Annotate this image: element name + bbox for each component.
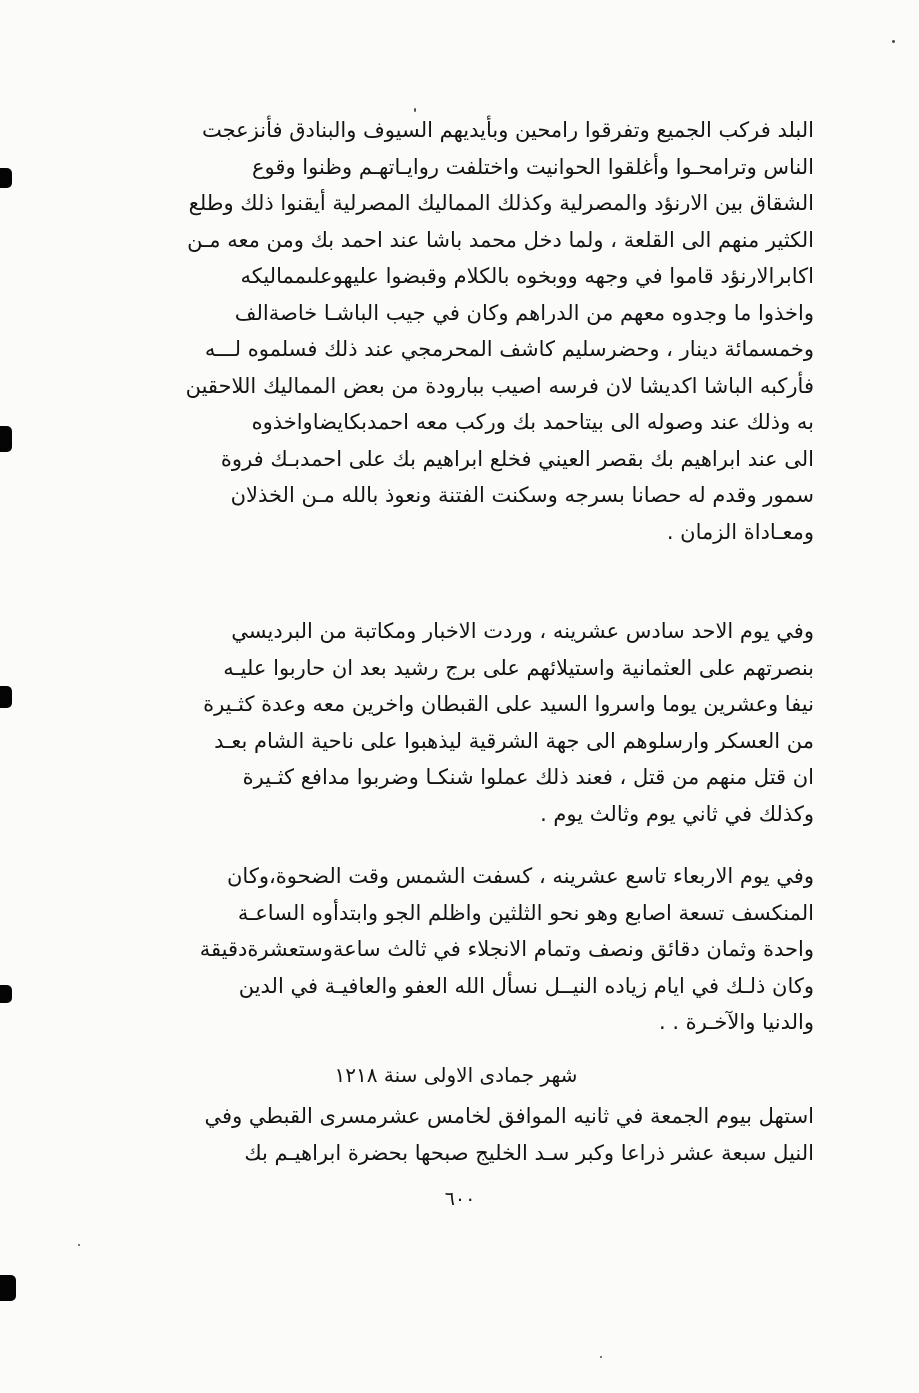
- text-line: النيل سبعة عشر ذراعا وكبر سـد الخليج صبحها بحضرة ابراهيـم بك: [244, 1140, 814, 1165]
- text-line: وفي يوم الاربعاء تاسع عشرينه ، كسفت الشمس وقت الضحوة،وكان: [227, 864, 814, 888]
- paper-speck: [600, 1356, 602, 1358]
- text-line: الى عند ابراهيم بك بقصر العيني فخلع ابراهيم بك على احمدبـك فروة: [220, 446, 814, 471]
- text-line: نيفا وعشرين يوما واسروا السيد على القبطان واخرين معه وعدة كثـيرة: [203, 692, 814, 716]
- paragraph-4: [98, 1098, 814, 1171]
- paper-speck: [78, 1244, 80, 1246]
- text-line: استهل بيوم الجمعة في ثانيه الموافق لخامس عشرمسرى القبطي وفي: [204, 1104, 814, 1128]
- text-line: الشقاق بين الارنؤد والمصرلية وكذلك المماليك المصرلية أيقنوا ذلك وطلع: [188, 191, 814, 215]
- text-line: سمور وقدم له حصانا بسرجه وسكنت الفتنة ونعوذ بالله مـن الخذلان: [230, 483, 814, 507]
- paragraph-3: [98, 858, 814, 1041]
- text-line: والدنيا والآخـرة . .: [658, 1010, 814, 1034]
- paragraph-2: [98, 613, 814, 832]
- text-line: الناس وترامحـوا وأغلقوا الحوانيت واختلفت روايـاتهـم وظنوا وقوع: [252, 154, 814, 179]
- binding-mark: [0, 1275, 16, 1301]
- binding-mark: [0, 168, 12, 188]
- text-line: وفي يوم الاحد سادس عشرينه ، وردت الاخبار ومكاتبة من البرديسي: [231, 619, 814, 643]
- text-line: ومعـاداة الزمان .: [666, 519, 814, 544]
- section-heading: شهر جمادى الاولى سنة ١٢١٨: [334, 1063, 578, 1087]
- text-line: من العسكر وارسلوهم الى جهة الشرقية ليذهبوا على ناحية الشام بعـد: [214, 728, 814, 753]
- text-line: ان قتل منهم من قتل ، فعند ذلك عملوا شنكـا وضربوا مدافع كثـيرة: [242, 765, 814, 789]
- text-line: بنصرتهم على العثمانية واستيلائهم على برج رشيد بعد ان حاربوا عليـه: [223, 655, 814, 680]
- text-line: المنكسف تسعة اصابع وهو نحو الثلثين واظلم الجو وابتدأوه الساعـة: [237, 900, 814, 925]
- text-line: وكان ذلـك في ايام زياده النيــل نسأل الله العفو والعافيـة في الدين: [238, 973, 814, 998]
- text-line: واحدة وثمان دقائق ونصف وتمام الانجلاء في ثالث ساعةوستعشرةدقيقة: [199, 937, 814, 961]
- text-line: وخمسمائة دينار ، وحضرسليم كاشف المحرمجي عند ذلك فسلموه لـــه: [204, 337, 814, 361]
- text-line: الكثير منهم الى القلعة ، ولما دخل محمد باشا عند احمد بك ومن معه مـن: [187, 227, 814, 252]
- page-number: ٦٠٠: [444, 1188, 476, 1210]
- text-line: البلد فركب الجميع وتفرقوا رامحين وبأيديهم السيوف والبنادق فأنزعجت: [202, 118, 814, 142]
- paragraph-1: [98, 112, 814, 550]
- text-line: اكابرالارنؤد قاموا في وجهه ووبخوه بالكلام وقبضوا عليهوعلىمماليكه: [240, 264, 814, 288]
- text-line: به وذلك عند وصوله الى بيتاحمد بك وركب معه احمدبكايضاواخذوه: [251, 410, 814, 434]
- text-line: واخذوا ما وجدوه معهم من الدراهم وكان في جيب الباشـا خاصةالف: [234, 300, 814, 325]
- binding-mark: [0, 426, 12, 452]
- binding-mark: [0, 686, 12, 708]
- paper-speck: [892, 40, 895, 43]
- paper-speck: [414, 108, 416, 112]
- text-line: فأركبه الباشا اكديشا لان فرسه اصيب ببارودة من بعض المماليك اللاحقين: [185, 373, 814, 398]
- binding-mark: [0, 985, 12, 1003]
- text-line: وكذلك في ثاني يوم وثالث يوم .: [540, 801, 814, 826]
